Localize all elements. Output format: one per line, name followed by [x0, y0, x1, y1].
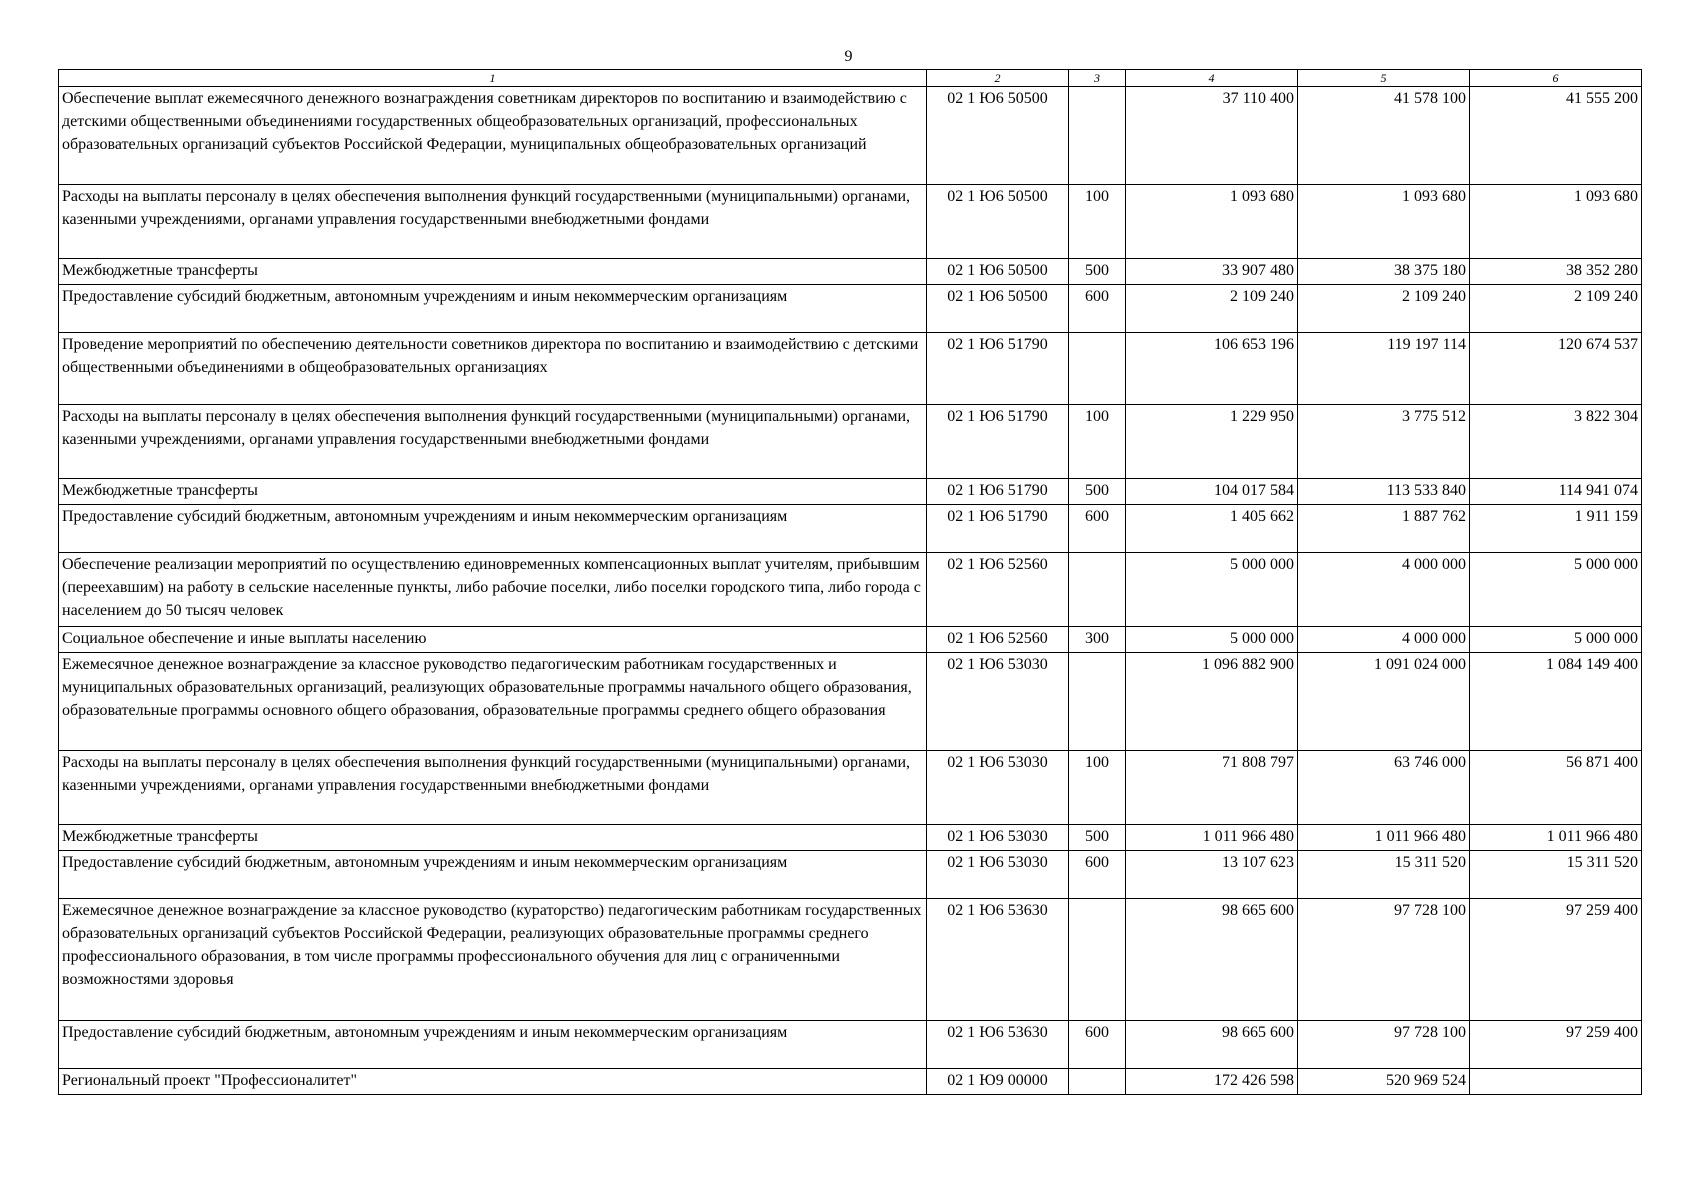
column-header: 3 — [1069, 70, 1126, 87]
row-name: Расходы на выплаты персоналу в целях обеспечения выполнения функций государственными (муниципальными) органами, казенными учреждениями, органами управления государственными внебюджетными фондами — [59, 751, 927, 825]
row-expense-type — [1069, 87, 1126, 185]
row-expense-type — [1069, 899, 1126, 1021]
row-target-code: 02 1 Ю6 52560 — [927, 627, 1069, 653]
row-value-col6: 1 093 680 — [1470, 185, 1642, 259]
row-name: Предоставление субсидий бюджетным, автономным учреждениям и иным некоммерческим организациям — [59, 285, 927, 333]
row-target-code: 02 1 Ю6 53030 — [927, 825, 1069, 851]
row-value-col4: 98 665 600 — [1126, 1021, 1298, 1069]
row-target-code: 02 1 Ю6 51790 — [927, 333, 1069, 405]
table-header-row — [59, 70, 1642, 87]
row-name: Ежемесячное денежное вознаграждение за классное руководство (кураторство) педагогическим работникам государственных образовательных организаций субъектов Российской Федерации, реализующих образовательные программы среднего профессионального образования, в том числе программы профессионального обучения для лиц с ограниченными возможностями здоровья — [59, 899, 927, 1021]
row-target-code: 02 1 Ю6 53030 — [927, 653, 1069, 751]
row-value-col5: 1 011 966 480 — [1298, 825, 1470, 851]
row-expense-type: 600 — [1069, 851, 1126, 899]
row-value-col6: 15 311 520 — [1470, 851, 1642, 899]
row-value-col4: 33 907 480 — [1126, 259, 1298, 285]
table-row — [59, 285, 1642, 333]
row-value-col5: 1 093 680 — [1298, 185, 1470, 259]
row-value-col6: 97 259 400 — [1470, 899, 1642, 1021]
row-value-col5: 4 000 000 — [1298, 553, 1470, 627]
row-value-col5: 63 746 000 — [1298, 751, 1470, 825]
table-row — [59, 653, 1642, 751]
row-expense-type: 100 — [1069, 185, 1126, 259]
column-header: 4 — [1126, 70, 1298, 87]
row-value-col5: 38 375 180 — [1298, 259, 1470, 285]
row-value-col5: 113 533 840 — [1298, 479, 1470, 505]
row-target-code: 02 1 Ю6 50500 — [927, 185, 1069, 259]
row-name: Межбюджетные трансферты — [59, 259, 927, 285]
row-target-code: 02 1 Ю6 53030 — [927, 851, 1069, 899]
row-value-col6: 56 871 400 — [1470, 751, 1642, 825]
row-target-code: 02 1 Ю6 50500 — [927, 285, 1069, 333]
table-row — [59, 1069, 1642, 1095]
row-value-col6: 38 352 280 — [1470, 259, 1642, 285]
row-target-code: 02 1 Ю6 53030 — [927, 751, 1069, 825]
table-row — [59, 259, 1642, 285]
table-row — [59, 87, 1642, 185]
row-value-col4: 5 000 000 — [1126, 627, 1298, 653]
row-expense-type: 500 — [1069, 479, 1126, 505]
table-row — [59, 185, 1642, 259]
table-row — [59, 851, 1642, 899]
table-row — [59, 333, 1642, 405]
row-value-col6: 114 941 074 — [1470, 479, 1642, 505]
row-value-col5: 4 000 000 — [1298, 627, 1470, 653]
table-row — [59, 899, 1642, 1021]
row-value-col5: 1 091 024 000 — [1298, 653, 1470, 751]
row-value-col4: 104 017 584 — [1126, 479, 1298, 505]
row-name: Ежемесячное денежное вознаграждение за классное руководство педагогическим работникам государственных и муниципальных образовательных организаций, реализующих образовательные программы начального общего образования, образовательные программы основного общего образования, образовательные программы среднего общего образования — [59, 653, 927, 751]
row-value-col4: 1 011 966 480 — [1126, 825, 1298, 851]
budget-table — [58, 69, 1642, 1095]
row-target-code: 02 1 Ю6 50500 — [927, 87, 1069, 185]
table-row — [59, 479, 1642, 505]
row-value-col6: 2 109 240 — [1470, 285, 1642, 333]
row-expense-type: 600 — [1069, 285, 1126, 333]
table-row — [59, 505, 1642, 553]
table-row — [59, 627, 1642, 653]
row-target-code: 02 1 Ю6 51790 — [927, 479, 1069, 505]
row-value-col4: 106 653 196 — [1126, 333, 1298, 405]
row-value-col4: 5 000 000 — [1126, 553, 1298, 627]
row-value-col5: 41 578 100 — [1298, 87, 1470, 185]
column-header: 2 — [927, 70, 1069, 87]
column-header: 5 — [1298, 70, 1470, 87]
row-value-col5: 3 775 512 — [1298, 405, 1470, 479]
row-name: Проведение мероприятий по обеспечению деятельности советников директора по воспитанию и взаимодействию с детскими общественными объединениями в общеобразовательных организациях — [59, 333, 927, 405]
table-row — [59, 1021, 1642, 1069]
row-expense-type: 600 — [1069, 1021, 1126, 1069]
row-name: Региональный проект "Профессионалитет" — [59, 1069, 927, 1095]
row-value-col5: 2 109 240 — [1298, 285, 1470, 333]
row-expense-type: 300 — [1069, 627, 1126, 653]
row-name: Предоставление субсидий бюджетным, автономным учреждениям и иным некоммерческим организациям — [59, 851, 927, 899]
row-value-col5: 15 311 520 — [1298, 851, 1470, 899]
column-header: 1 — [59, 70, 927, 87]
row-target-code: 02 1 Ю6 53630 — [927, 899, 1069, 1021]
row-expense-type — [1069, 333, 1126, 405]
row-name: Межбюджетные трансферты — [59, 479, 927, 505]
row-target-code: 02 1 Ю6 53630 — [927, 1021, 1069, 1069]
row-name: Расходы на выплаты персоналу в целях обеспечения выполнения функций государственными (муниципальными) органами, казенными учреждениями, органами управления государственными внебюджетными фондами — [59, 405, 927, 479]
page-number: 9 — [844, 48, 853, 65]
row-name: Обеспечение выплат ежемесячного денежного вознаграждения советникам директоров по воспитанию и взаимодействию с детскими общественными объединениями государственных общеобразовательных организаций, профессиональных образовательных организаций субъектов Российской Федерации, муниципальных общеобразовательных организаций — [59, 87, 927, 185]
row-value-col4: 37 110 400 — [1126, 87, 1298, 185]
row-value-col4: 2 109 240 — [1126, 285, 1298, 333]
row-name: Межбюджетные трансферты — [59, 825, 927, 851]
row-value-col4: 13 107 623 — [1126, 851, 1298, 899]
row-expense-type: 500 — [1069, 825, 1126, 851]
row-value-col6: 41 555 200 — [1470, 87, 1642, 185]
row-value-col6: 5 000 000 — [1470, 553, 1642, 627]
column-header: 6 — [1470, 70, 1642, 87]
row-value-col5: 97 728 100 — [1298, 899, 1470, 1021]
row-expense-type: 100 — [1069, 405, 1126, 479]
row-expense-type — [1069, 1069, 1126, 1095]
row-value-col6: 120 674 537 — [1470, 333, 1642, 405]
table-row — [59, 405, 1642, 479]
row-value-col4: 1 096 882 900 — [1126, 653, 1298, 751]
row-expense-type: 600 — [1069, 505, 1126, 553]
row-target-code: 02 1 Ю6 51790 — [927, 505, 1069, 553]
row-value-col4: 98 665 600 — [1126, 899, 1298, 1021]
row-target-code: 02 1 Ю6 50500 — [927, 259, 1069, 285]
row-target-code: 02 1 Ю9 00000 — [927, 1069, 1069, 1095]
row-value-col6: 1 911 159 — [1470, 505, 1642, 553]
row-value-col6: 3 822 304 — [1470, 405, 1642, 479]
row-value-col4: 172 426 598 — [1126, 1069, 1298, 1095]
row-value-col6: 5 000 000 — [1470, 627, 1642, 653]
row-target-code: 02 1 Ю6 51790 — [927, 405, 1069, 479]
table-row — [59, 825, 1642, 851]
row-value-col5: 119 197 114 — [1298, 333, 1470, 405]
row-name: Расходы на выплаты персоналу в целях обеспечения выполнения функций государственными (муниципальными) органами, казенными учреждениями, органами управления государственными внебюджетными фондами — [59, 185, 927, 259]
table-row — [59, 751, 1642, 825]
row-name: Предоставление субсидий бюджетным, автономным учреждениям и иным некоммерческим организациям — [59, 505, 927, 553]
row-expense-type: 500 — [1069, 259, 1126, 285]
row-name: Социальное обеспечение и иные выплаты населению — [59, 627, 927, 653]
row-value-col4: 1 229 950 — [1126, 405, 1298, 479]
row-value-col6: 1 011 966 480 — [1470, 825, 1642, 851]
row-value-col4: 71 808 797 — [1126, 751, 1298, 825]
row-value-col4: 1 093 680 — [1126, 185, 1298, 259]
row-expense-type: 100 — [1069, 751, 1126, 825]
row-name: Обеспечение реализации мероприятий по осуществлению единовременных компенсационных выплат учителям, прибывшим (переехавшим) на работу в сельские населенные пункты, либо рабочие поселки, либо поселки городского типа, либо города с населением до 50 тысяч человек — [59, 553, 927, 627]
row-value-col6: 1 084 149 400 — [1470, 653, 1642, 751]
row-value-col4: 1 405 662 — [1126, 505, 1298, 553]
row-value-col6 — [1470, 1069, 1642, 1095]
row-value-col5: 97 728 100 — [1298, 1021, 1470, 1069]
row-name: Предоставление субсидий бюджетным, автономным учреждениям и иным некоммерческим организациям — [59, 1021, 927, 1069]
row-value-col5: 1 887 762 — [1298, 505, 1470, 553]
row-target-code: 02 1 Ю6 52560 — [927, 553, 1069, 627]
table-row — [59, 553, 1642, 627]
row-value-col6: 97 259 400 — [1470, 1021, 1642, 1069]
row-expense-type — [1069, 553, 1126, 627]
row-expense-type — [1069, 653, 1126, 751]
row-value-col5: 520 969 524 — [1298, 1069, 1470, 1095]
